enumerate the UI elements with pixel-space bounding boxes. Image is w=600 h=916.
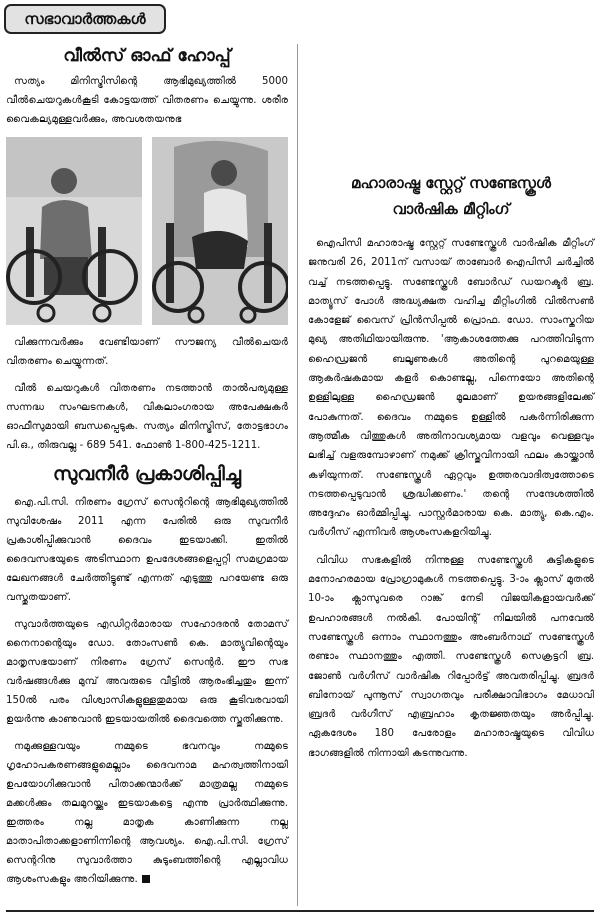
article2-para3 [6,737,288,889]
article2-para3-text: നമുക്കുള്ളവയും നമ്മുടെ ഭവനവും നമ്മുടെ ഗൃഹോപകരണങ്ങളുമെല്ലാം ദൈവനാമ മഹത്വത്തിനായി ഉപയോഗിക്കുവാൻ പിതാക്കന്മാർക്ക് മാത്രമല്ല നമ്മുടെ മക്കൾക്കും തലമുറയ്ക്കും ഇടയാകട്ടെ എന്നു പ്രാർത്ഥിക്കുന്നു. ഇത്തരം നല്ല മാതൃക കാണിക്കുന്ന നല്ല മാതാപിതാക്കളാണിന്നിന്റെ ആവശ്യം. ഐ.പി.സി. ഗ്രേസ് സെന്ററിനു സുവാർത്താ കുടുംബത്തിന്റെ എല്ലാവിധ ആശംസകളും അറിയിക്കുന്നു. [6,741,288,885]
wheelchair-man-photo [6,137,142,325]
article1-para3: വീൽ ചെയറുകൾ വിതരണം നടത്താൻ താൽപര്യമുള്ള സന്നദ്ധ സംഘടനകൾ, വികലാംഗരായ അപേക്ഷകർ ഓഫീസുമായി ബന്ധപ്പെടുക. സത്യം മിനിസ്ട്രിസ്, തോട്ടഭാഗം പി.ഒ., തിരുവല്ല - 689 541. ഫോൺ 1-800-425-1211. [6,383,288,451]
article2-para1: ഐ.പി.സി. നിരണം ഗ്രേസ് സെന്ററിന്റെ ആഭിമുഖ്യത്തിൽ സുവിശേഷം 2011 എന്ന പേരിൽ ഒരു സുവനീർ പ്രകാശിപ്പിക്കുവാൻ ദൈവം ഇടയാക്കി. ഇതിൽ ദൈവസഭയുടെ അടിസ്ഥാന ഉപദേശങ്ങളെപ്പറ്റി സമഗ്രമായ ലേഖനങ്ങൾ ചേർത്തിട്ടുണ്ട് എന്നത് എടുത്തു പറയേണ്ട ഒരു വസ്തുതയാണ്. [6,497,288,603]
right-column [308,170,594,771]
article3-para1: ഐപിസി മഹാരാഷ്ട്ര സ്റ്റേറ്റ് സണ്ടേസ്കൂൾ വാർഷിക മീറ്റിംഗ് ജനുവരി 26, 2011ന് വസായ് താബോർ ഐപിസി ചർച്ചിൽ വച്ച് നടത്തപ്പെട്ടു. സണ്ടേസ്കൂൾ ബോർഡ് ഡയറക്ടർ ബ്ര. മാത്യൂസ് പോൾ അദ്ധ്യക്ഷത വഹിച്ച മീറ്റിംഗിൽ വിൽസൺ കോളേജ് വൈസ് പ്രിൻസിപ്പൽ പ്രൊഫ. ഡോ. സാംസ്കറിയ മുഖ്യ അതിഥിയായിരുന്നു. 'ആകാശത്തേക്കു പറത്തിവിടുന്ന ഹൈഡ്രജൻ ബലൂണുകൾ അതിന്റെ പുറമെയുള്ള ആകർഷകമായ കളർ കൊണ്ടല്ല, പിന്നെയോ അതിന്റെ ഉള്ളിലുള്ള ഹൈഡ്രജൻ മൂലമാണ് ഉയരങ്ങളിലേക്ക് പോകുന്നത്. ദൈവം നമ്മുടെ ഉള്ളിൽ പകർന്നിരിക്കുന്ന ആത്മീക വിത്തുകൾ അതിനാവശ്യമായ വളവും വെള്ളവും ലഭിച്ച് വളരുമ്പോഴാണ് നമുക്ക് ക്രിസ്തുവിനായി ഫലം കായ്ക്കാൻ കഴിയുന്നത്. സണ്ടേസ്കൂൾ ഏറ്റവും ഉത്തരവാദിത്വത്തോടെ നടത്തപ്പെടുവാൻ ശ്രദ്ധിക്കണം.' തന്റെ സന്ദേശത്തിൽ അദ്ദേഹം ഓർമ്മിപ്പിച്ചു. പാസ്റ്റർമാരായ കെ. മാത്യു, കെ.എം. വർഗീസ് എന്നിവർ ആശംസകളറിയിച്ചു. [308,238,594,539]
article3-title-line2: വാർഷിക മീറ്റിംഗ് [392,200,510,218]
article1-para1: സത്യം മിനിസ്ട്രിസിന്റെ ആഭിമുഖ്യത്തിൽ 5000 വീൽചെയറുകൾകൂടി കോട്ടയത്ത് വിതരണം ചെയ്യുന്നു. ശരീര വൈകല്യമുള്ളവർക്കും, അവശതയനുഭ [6,76,288,125]
article1-title: വീൽസ് ഓഫ് ഹോപ്പ് [63,46,231,66]
left-column [6,40,288,897]
end-mark-icon [142,875,150,883]
bottom-rule [6,910,594,912]
section-title: സഭാവാർത്തകൾ [4,4,166,34]
wheelchair-boy-photo [152,137,288,325]
article2-para2: സുവാർത്തയുടെ എഡിറ്റർമാരായ സഹോദരൻ തോമസ് നൈനാന്റെയും ഡോ. തോംസൺ കെ. മാത്യുവിന്റെയും മാതൃസഭയാണ് നിരണം ഗ്രേസ് സെന്റർ. ഈ സഭ വർഷങ്ങൾക്കു മുമ്പ് അവരുടെ വീട്ടിൽ ആരംഭിച്ചതും ഇന്ന് 150ൽ പരം വിശ്വാസികളുള്ളതുമായ ഒരു കൂടിവരവായി ഉയർന്നു കാണുവാൻ ഇടയായതിൽ ദൈവത്തെ സ്തുതിക്കുന്നു. [6,619,288,725]
photo-row [6,137,288,325]
article2-title: സുവനീർ പ്രകാശിപ്പിച്ചു [53,463,241,485]
article3-title-line1: മഹാരാഷ്ട്ര സ്റ്റേറ്റ് സണ്ടേസ്കൂൾ [351,174,551,192]
column-divider [297,44,298,906]
article3-para2: വിവിധ സഭകളിൽ നിന്നുള്ള സണ്ടേസ്കൂൾ കുട്ടികളുടെ മനോഹരമായ പ്രോഗ്രാമുകൾ നടത്തപ്പെട്ടു. 3-ാം ക്ലാസ് മുതൽ 10-ാം ക്ലാസുവരെ റാങ്ക് നേടി വിജയികളായവർക്ക് ഉപഹാരങ്ങൾ നൽകി. പോയിന്റ് നിലയിൽ പനവേൽ സണ്ടേസ്കൂൾ ഒന്നാം സ്ഥാനത്തും അംബർനാഥ് സണ്ടേസ്കൂൾ രണ്ടാം സ്ഥാനത്തും എത്തി. സണ്ടേസ്കൂൾ സെക്രട്ടറി ബ്ര. ജോൺ വർഗീസ് വാർഷിക റിപ്പോർട്ട് അവതരിപ്പിച്ചു. ബ്രദർ ബിനോയ് പുന്നൂസ് സ്വാഗതവും പരീക്ഷാവിഭാഗം മേധാവി ബ്രദർ വർഗീസ് എബ്രഹാം കൃതജ്ഞതയും അർപ്പിച്ചു. ഏകദേശം 180 പേരോളം മഹാരാഷ്ട്രയുടെ വിവിധ ഭാഗങ്ങളിൽ നിന്നായി കടന്നുവന്നു. [308,554,594,759]
article3-title [308,170,594,222]
article1-para2: വിക്കുന്നവർക്കും വേണ്ടിയാണ് സൗജന്യ വീൽചെയർ വിതരണം ചെയ്യുന്നത്. [6,337,288,367]
